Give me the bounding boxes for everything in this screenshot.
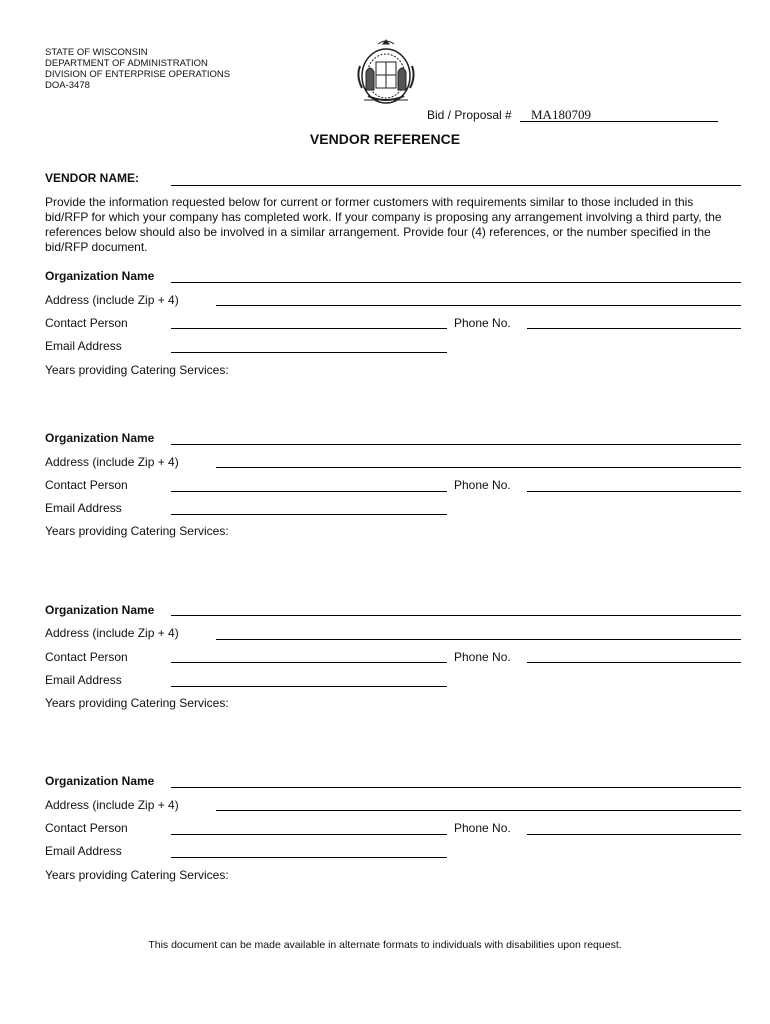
organization-name-label: Organization Name: [45, 603, 155, 617]
contact-person-field[interactable]: [171, 328, 447, 329]
organization-name-field[interactable]: [171, 282, 741, 283]
form-title: VENDOR REFERENCE: [309, 131, 461, 147]
phone-field[interactable]: [527, 662, 741, 663]
email-address-label: Email Address: [45, 501, 122, 515]
email-address-field[interactable]: [171, 352, 447, 353]
agency-header: [45, 47, 230, 91]
phone-label: Phone No.: [454, 821, 511, 835]
address-field[interactable]: [216, 305, 741, 306]
phone-label: Phone No.: [454, 316, 511, 330]
email-address-label: Email Address: [45, 339, 122, 353]
vendor-name-label: VENDOR NAME:: [45, 171, 140, 185]
phone-field[interactable]: [527, 491, 741, 492]
email-address-field[interactable]: [171, 686, 447, 687]
email-address-label: Email Address: [45, 844, 122, 858]
organization-name-label: Organization Name: [45, 431, 155, 445]
organization-name-field[interactable]: [171, 787, 741, 788]
bid-proposal-label: Bid / Proposal #: [427, 108, 512, 122]
department-line: DEPARTMENT OF ADMINISTRATION: [45, 58, 208, 69]
address-field[interactable]: [216, 810, 741, 811]
years-providing-label: Years providing Catering Services:: [45, 696, 229, 710]
contact-person-field[interactable]: [171, 491, 447, 492]
contact-person-label: Contact Person: [45, 316, 128, 330]
contact-person-label: Contact Person: [45, 821, 128, 835]
state-seal-icon: [352, 36, 420, 110]
years-providing-label: Years providing Catering Services:: [45, 524, 229, 538]
years-providing-label: Years providing Catering Services:: [45, 868, 229, 882]
address-label: Address (include Zip + 4): [45, 293, 179, 307]
address-label: Address (include Zip + 4): [45, 626, 179, 640]
phone-field[interactable]: [527, 328, 741, 329]
contact-person-label: Contact Person: [45, 650, 128, 664]
form-number: DOA-3478: [45, 80, 90, 91]
instructions-text: Provide the information requested below for current or former customers with requirements similar to those included in this bid/RFP for which your company has completed work. If your company is proposing any arrangement involving a third party, the references below should also be involved in a similar arrangement. Provide four (4) references, or the number specified in the bid/RFP document.: [45, 195, 722, 254]
address-field[interactable]: [216, 467, 741, 468]
email-address-field[interactable]: [171, 857, 447, 858]
email-address-label: Email Address: [45, 673, 122, 687]
phone-field[interactable]: [527, 834, 741, 835]
phone-label: Phone No.: [454, 650, 511, 664]
address-label: Address (include Zip + 4): [45, 798, 179, 812]
organization-name-field[interactable]: [171, 444, 741, 445]
state-line: STATE OF WISCONSIN: [45, 47, 148, 58]
organization-name-label: Organization Name: [45, 269, 155, 283]
contact-person-label: Contact Person: [45, 478, 128, 492]
bid-proposal-value[interactable]: MA180709: [531, 107, 591, 122]
address-label: Address (include Zip + 4): [45, 455, 179, 469]
division-line: DIVISION OF ENTERPRISE OPERATIONS: [45, 69, 231, 80]
email-address-field[interactable]: [171, 514, 447, 515]
years-providing-label: Years providing Catering Services:: [45, 363, 229, 377]
address-field[interactable]: [216, 639, 741, 640]
phone-label: Phone No.: [454, 478, 511, 492]
vendor-name-field[interactable]: [171, 185, 741, 186]
organization-name-label: Organization Name: [45, 774, 155, 788]
organization-name-field[interactable]: [171, 615, 741, 616]
contact-person-field[interactable]: [171, 834, 447, 835]
accessibility-footer: This document can be made available in alternate formats to individuals with disabilities upon request.: [148, 939, 622, 951]
contact-person-field[interactable]: [171, 662, 447, 663]
